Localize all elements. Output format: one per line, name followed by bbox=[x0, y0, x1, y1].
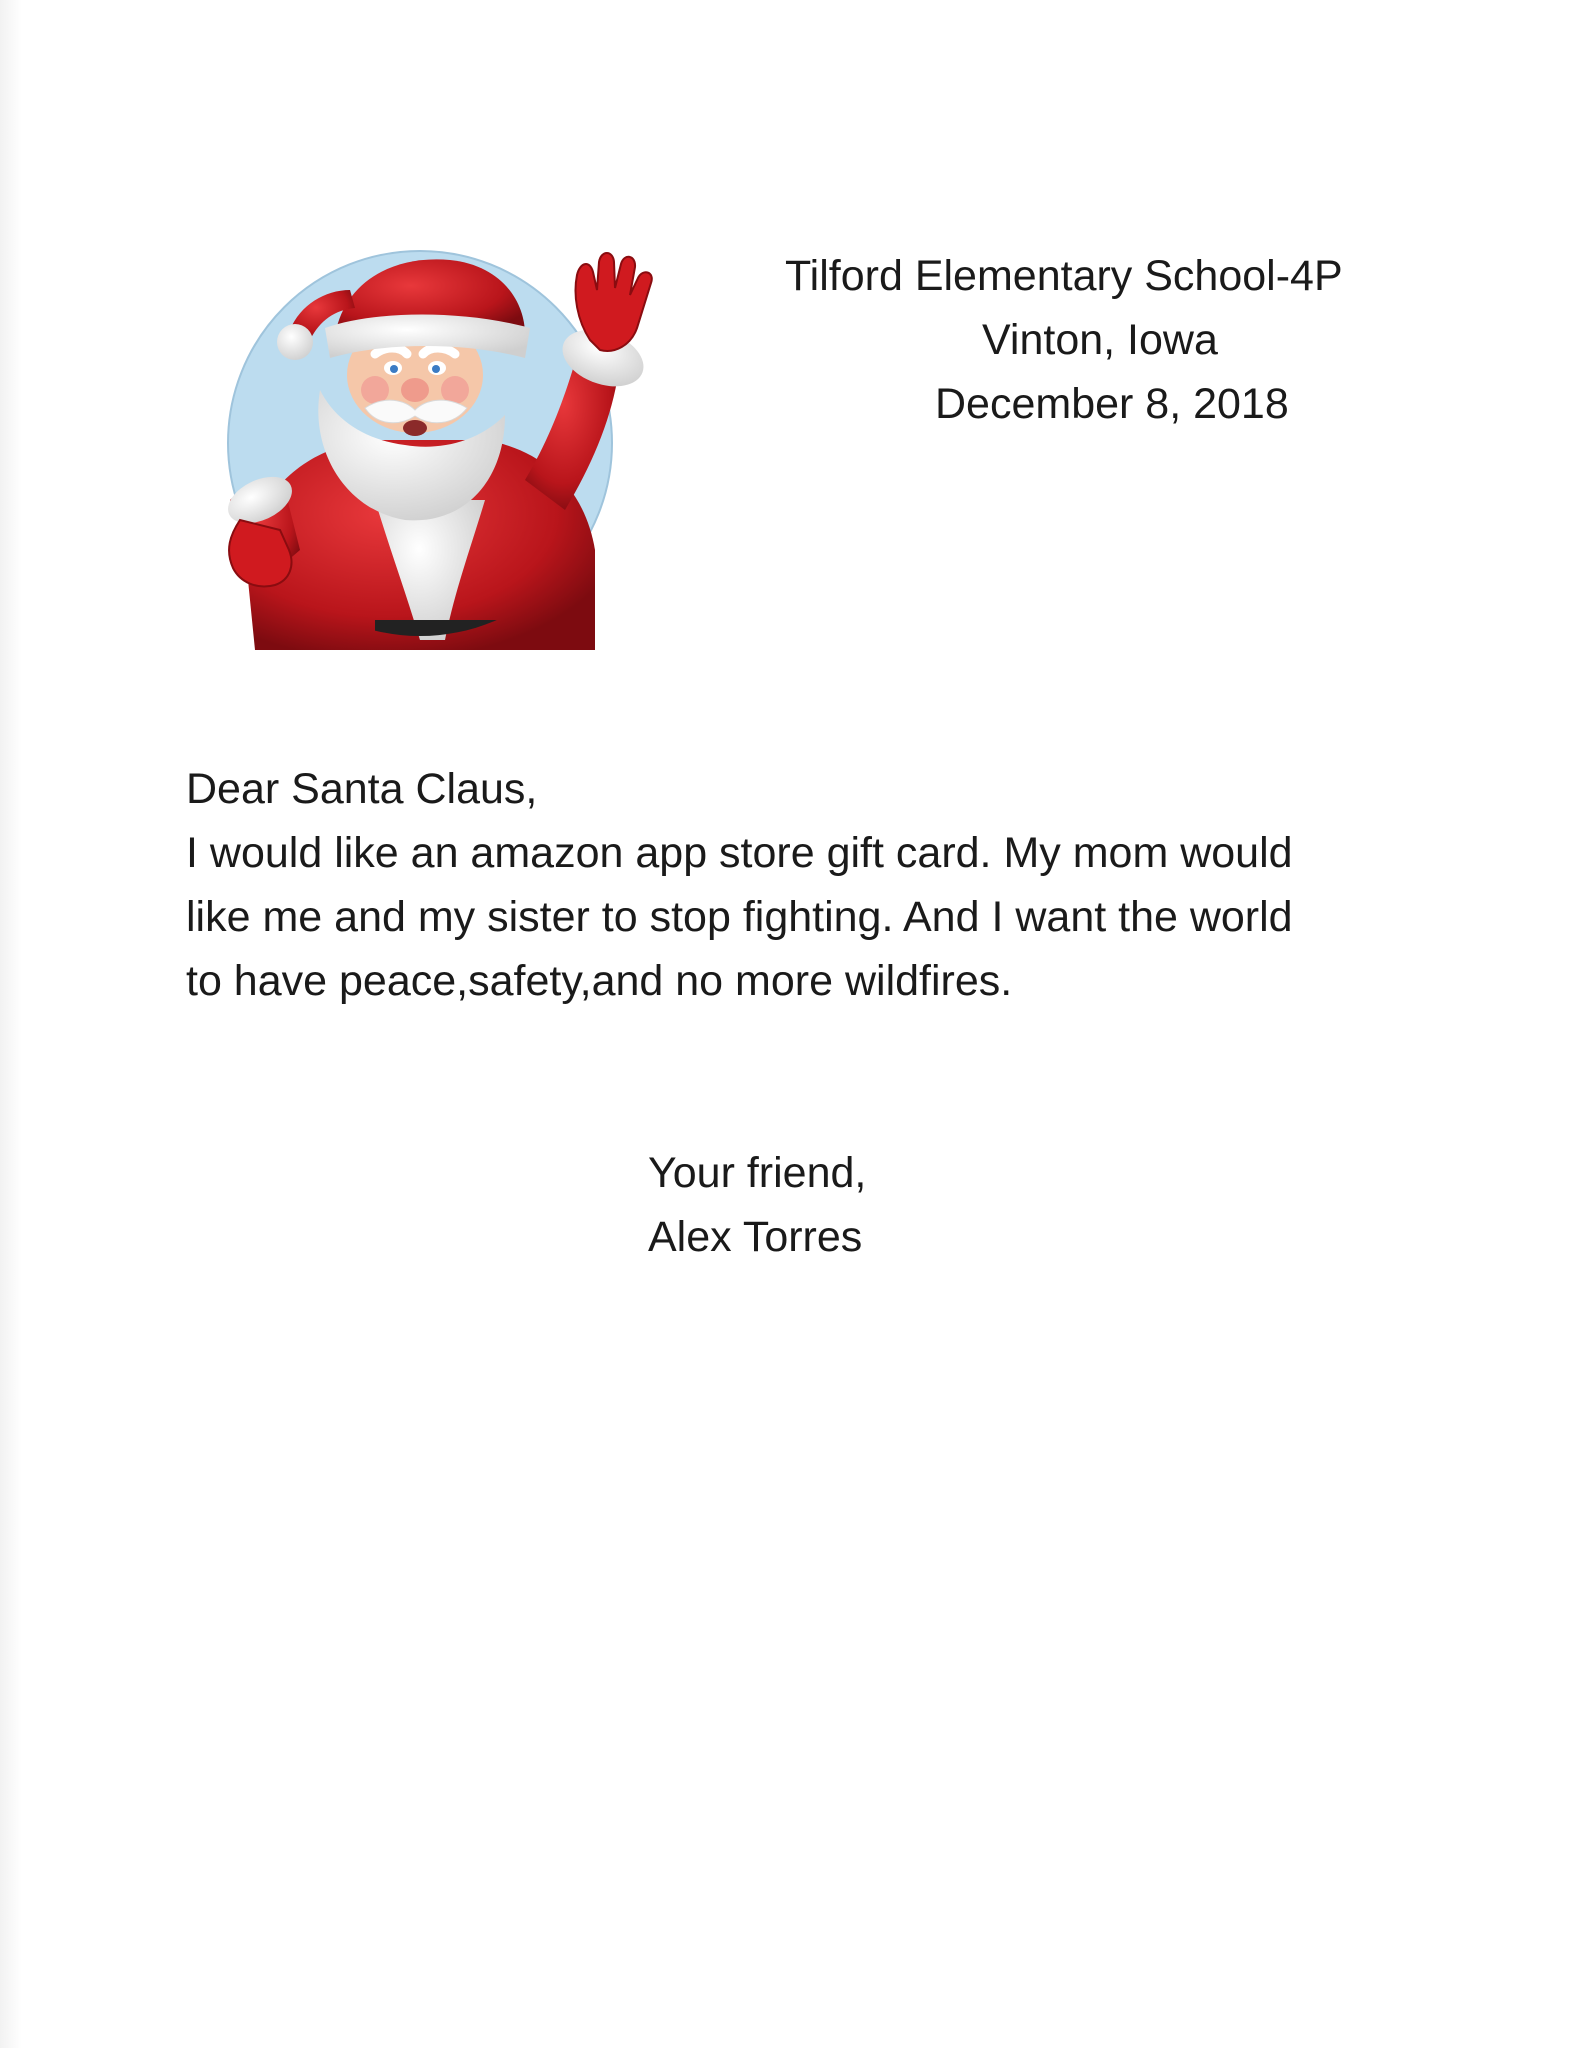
waving-santa-icon bbox=[225, 250, 695, 650]
letter-heading bbox=[700, 244, 1420, 436]
school-name: Tilford Elementary School-4P bbox=[785, 252, 1343, 300]
closing-phrase: Your friend, bbox=[648, 1149, 867, 1197]
letter-body bbox=[186, 821, 1416, 1013]
body-line: like me and my sister to stop fighting. And I want the world bbox=[186, 893, 1293, 941]
letter-closing bbox=[648, 1141, 866, 1269]
greeting: Dear Santa Claus, bbox=[186, 765, 538, 813]
body-line: to have peace,safety,and no more wildfires. bbox=[186, 957, 1013, 1005]
body-line: I would like an amazon app store gift card. My mom would bbox=[186, 829, 1293, 877]
letter-date: December 8, 2018 bbox=[935, 380, 1289, 428]
page-scan-edge bbox=[0, 0, 22, 2048]
signature-name: Alex Torres bbox=[648, 1213, 863, 1261]
city-state: Vinton, Iowa bbox=[982, 316, 1218, 364]
